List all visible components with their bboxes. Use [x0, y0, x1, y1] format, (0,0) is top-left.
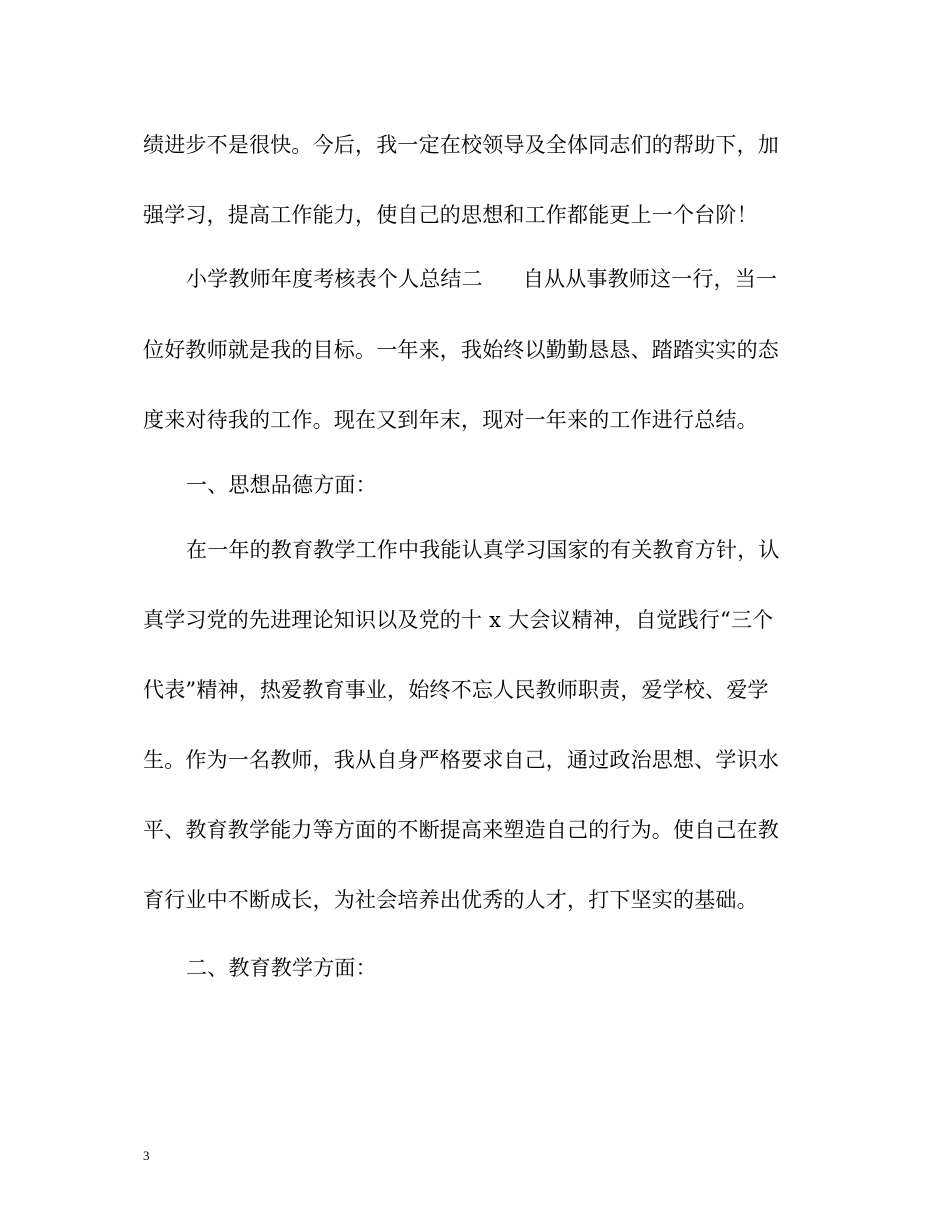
body-line-8: 生。作为一名教师，我从自身严格要求自己，通过政治思想、学识水	[143, 748, 779, 772]
body-line-6: 真学习党的先进理论知识以及党的十 x 大会议精神，自觉践行“三个	[143, 608, 774, 632]
section-title: 小学教师年度考核表个人总结二	[186, 267, 483, 291]
heading-thought-morality: 一、思想品德方面：	[186, 473, 377, 497]
body-line-7: 代表”精神，热爱教育事业，始终不忘人民教师职责，爱学校、爱学	[143, 678, 769, 702]
body-line-1: 绩进步不是很快。今后，我一定在校领导及全体同志们的帮助下，加	[143, 133, 779, 157]
heading-education-teaching: 二、教育教学方面：	[186, 956, 377, 980]
body-line-4: 度来对待我的工作。现在又到年末，现对一年来的工作进行总结。	[143, 408, 758, 432]
section-lead-text: 自从从事教师这一行，当一	[522, 267, 778, 291]
body-line-5: 在一年的教育教学工作中我能认真学习国家的有关教育方针，认	[186, 538, 780, 562]
page-number: 3	[143, 1148, 150, 1163]
body-line-3: 位好教师就是我的目标。一年来，我始终以勤勤恳恳、踏踏实实的态	[143, 338, 779, 362]
body-line-10: 育行业中不断成长，为社会培养出优秀的人才，打下坚实的基础。	[143, 888, 758, 912]
body-line-2: 强学习，提高工作能力，使自己的思想和工作都能更上一个台阶！	[143, 203, 758, 227]
section-heading-line	[186, 265, 846, 293]
body-line-9: 平、教育教学能力等方面的不断提高来塑造自己的行为。使自己在教	[143, 818, 779, 842]
